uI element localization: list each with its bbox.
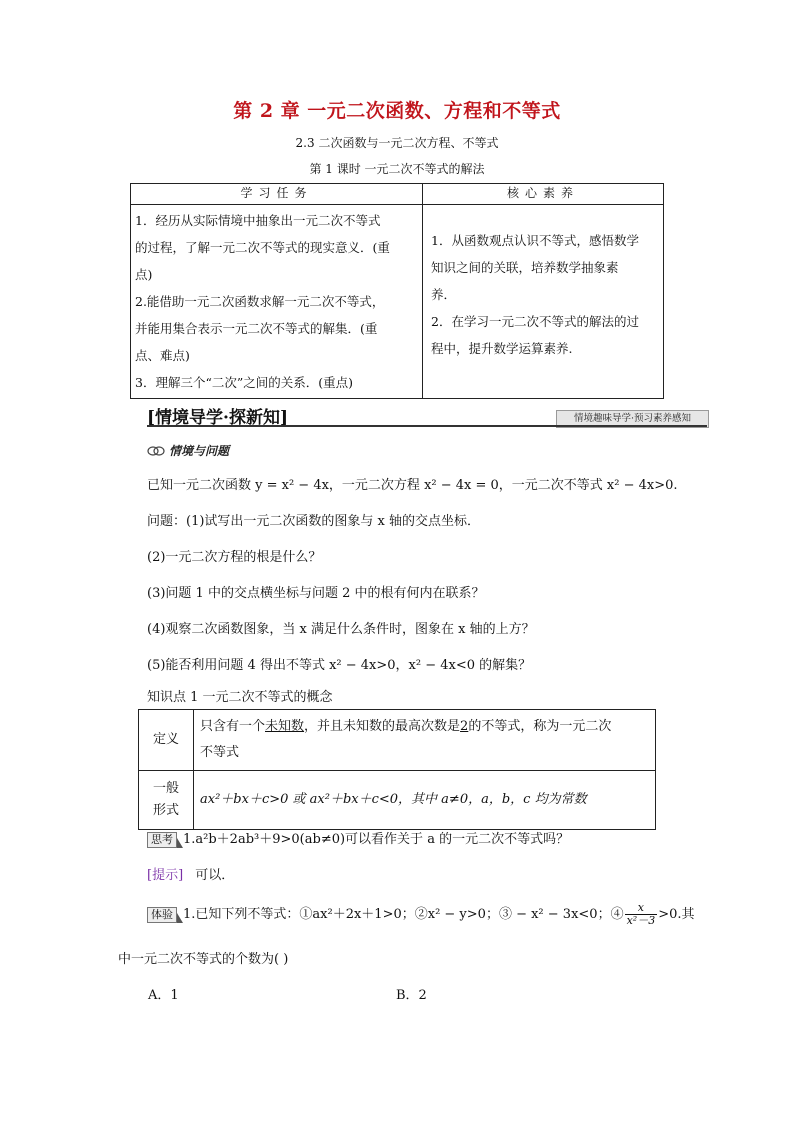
option-a: A．1 bbox=[148, 988, 179, 1003]
fraction-denominator: x²－3 bbox=[626, 914, 656, 927]
task-line: 2.能借助一元二次函数求解一元二次不等式， bbox=[135, 294, 385, 309]
literacy-line: 2．在学习一元二次不等式的解法的过 bbox=[431, 314, 639, 329]
task-line: 并能用集合表示一元二次不等式的解集．(重 bbox=[135, 321, 378, 336]
general-form-head bbox=[139, 771, 194, 830]
general-form-head-line: 一般 bbox=[152, 781, 179, 796]
definition-row-text bbox=[194, 710, 656, 771]
literacy-line: 程中，提升数学运算素养. bbox=[431, 341, 573, 356]
section-banner-tag: 情境趣味导学·预习素养感知 bbox=[556, 410, 709, 428]
think-tag: 思考 bbox=[147, 832, 177, 848]
question-1: 问题：(1)试写出一元二次函数的图象与 x 轴的交点坐标． bbox=[147, 514, 481, 529]
task-line: 的过程，了解一元二次不等式的现实意义．(重 bbox=[135, 240, 390, 255]
exercise-question bbox=[147, 902, 695, 927]
option-b: B．2 bbox=[396, 988, 427, 1003]
goals-header-tasks: 学习任务 bbox=[131, 184, 423, 205]
think-question bbox=[147, 828, 569, 848]
section-title: 2.3 二次函数与一元二次方程、不等式 bbox=[295, 136, 499, 150]
literacy-line: 知识之间的关联，培养数学抽象素 bbox=[431, 260, 619, 275]
intro-text: 已知一元二次函数 y = x² − 4x，一元二次方程 x² − 4x = 0，一元二次不等式 x² − 4x>0. bbox=[147, 478, 678, 493]
hint-tag: [提示] bbox=[147, 868, 184, 883]
scenario-heading-label: 情境与问题 bbox=[169, 444, 230, 458]
section-banner-title: [情境导学·探新知] bbox=[147, 408, 289, 428]
fraction bbox=[625, 902, 658, 927]
definition-text-part: ，并且未知数的最高次数是 bbox=[304, 719, 461, 734]
definition-text-part: 的不等式，称为一元二次 bbox=[468, 719, 612, 734]
general-form-head-line: 形式 bbox=[152, 803, 179, 818]
definition-row-head: 定义 bbox=[139, 710, 194, 771]
question-2: (2)一元二次方程的根是什么？ bbox=[147, 550, 322, 565]
hint-text: 可以． bbox=[195, 868, 235, 883]
question-3: (3)问题 1 中的交点横坐标与问题 2 中的根有何内在联系？ bbox=[147, 586, 485, 601]
literacy-cell bbox=[423, 205, 664, 399]
definition-underline-degree: 2 bbox=[460, 719, 469, 734]
goals-table bbox=[130, 183, 664, 399]
banner-divider bbox=[147, 425, 707, 427]
task-line: 点、难点) bbox=[135, 348, 190, 363]
question-5: (5)能否利用问题 4 得出不等式 x² − 4x>0，x² − 4x<0 的解集？ bbox=[147, 658, 532, 673]
chapter-title: 第 2 章 一元二次函数、方程和不等式 bbox=[233, 100, 561, 122]
exercise-text-end: >0.其 bbox=[658, 907, 695, 922]
goals-header-literacy: 核心素养 bbox=[423, 184, 664, 205]
definition-table bbox=[138, 709, 656, 830]
exercise-question-cont: 中一元二次不等式的个数为( ) bbox=[118, 952, 289, 967]
exercise-tag: 体验 bbox=[147, 907, 177, 923]
knowledge-point-title: 知识点 1 一元二次不等式的概念 bbox=[147, 690, 333, 705]
literacy-line: 1．从函数观点认识不等式，感悟数学 bbox=[431, 233, 639, 248]
scenario-heading bbox=[147, 442, 229, 459]
task-line: 1．经历从实际情境中抽象出一元二次不等式 bbox=[135, 213, 381, 228]
tasks-cell bbox=[131, 205, 423, 399]
definition-underline-term: 未知数 bbox=[265, 719, 305, 734]
exercise-text: 1.已知下列不等式：①ax²＋2x＋1>0；②x² − y>0；③ − x² − 3x<0；④ bbox=[183, 907, 624, 922]
hint-line bbox=[147, 864, 234, 883]
fraction-numerator: x bbox=[625, 902, 658, 915]
task-line: 点) bbox=[135, 267, 153, 282]
general-form-text: ax²＋bx＋c>0 或 ax²＋bx＋c<0，其中 a≠0，a，b，c 均为常数 bbox=[194, 771, 656, 830]
question-4: (4)观察二次函数图象，当 x 满足什么条件时，图象在 x 轴的上方？ bbox=[147, 622, 535, 637]
literacy-line: 养． bbox=[431, 287, 457, 302]
lesson-title: 第 1 课时 一元二次不等式的解法 bbox=[309, 162, 485, 176]
task-line: 3．理解三个“二次”之间的关系．(重点) bbox=[135, 375, 353, 390]
think-text: 1.a²b＋2ab³＋9>0(ab≠0)可以看作关于 a 的一元二次不等式吗？ bbox=[183, 832, 570, 847]
decorative-swirl-icon bbox=[147, 445, 165, 457]
definition-text-part: 只含有一个 bbox=[200, 719, 266, 734]
definition-text-part: 不等式 bbox=[200, 745, 240, 760]
